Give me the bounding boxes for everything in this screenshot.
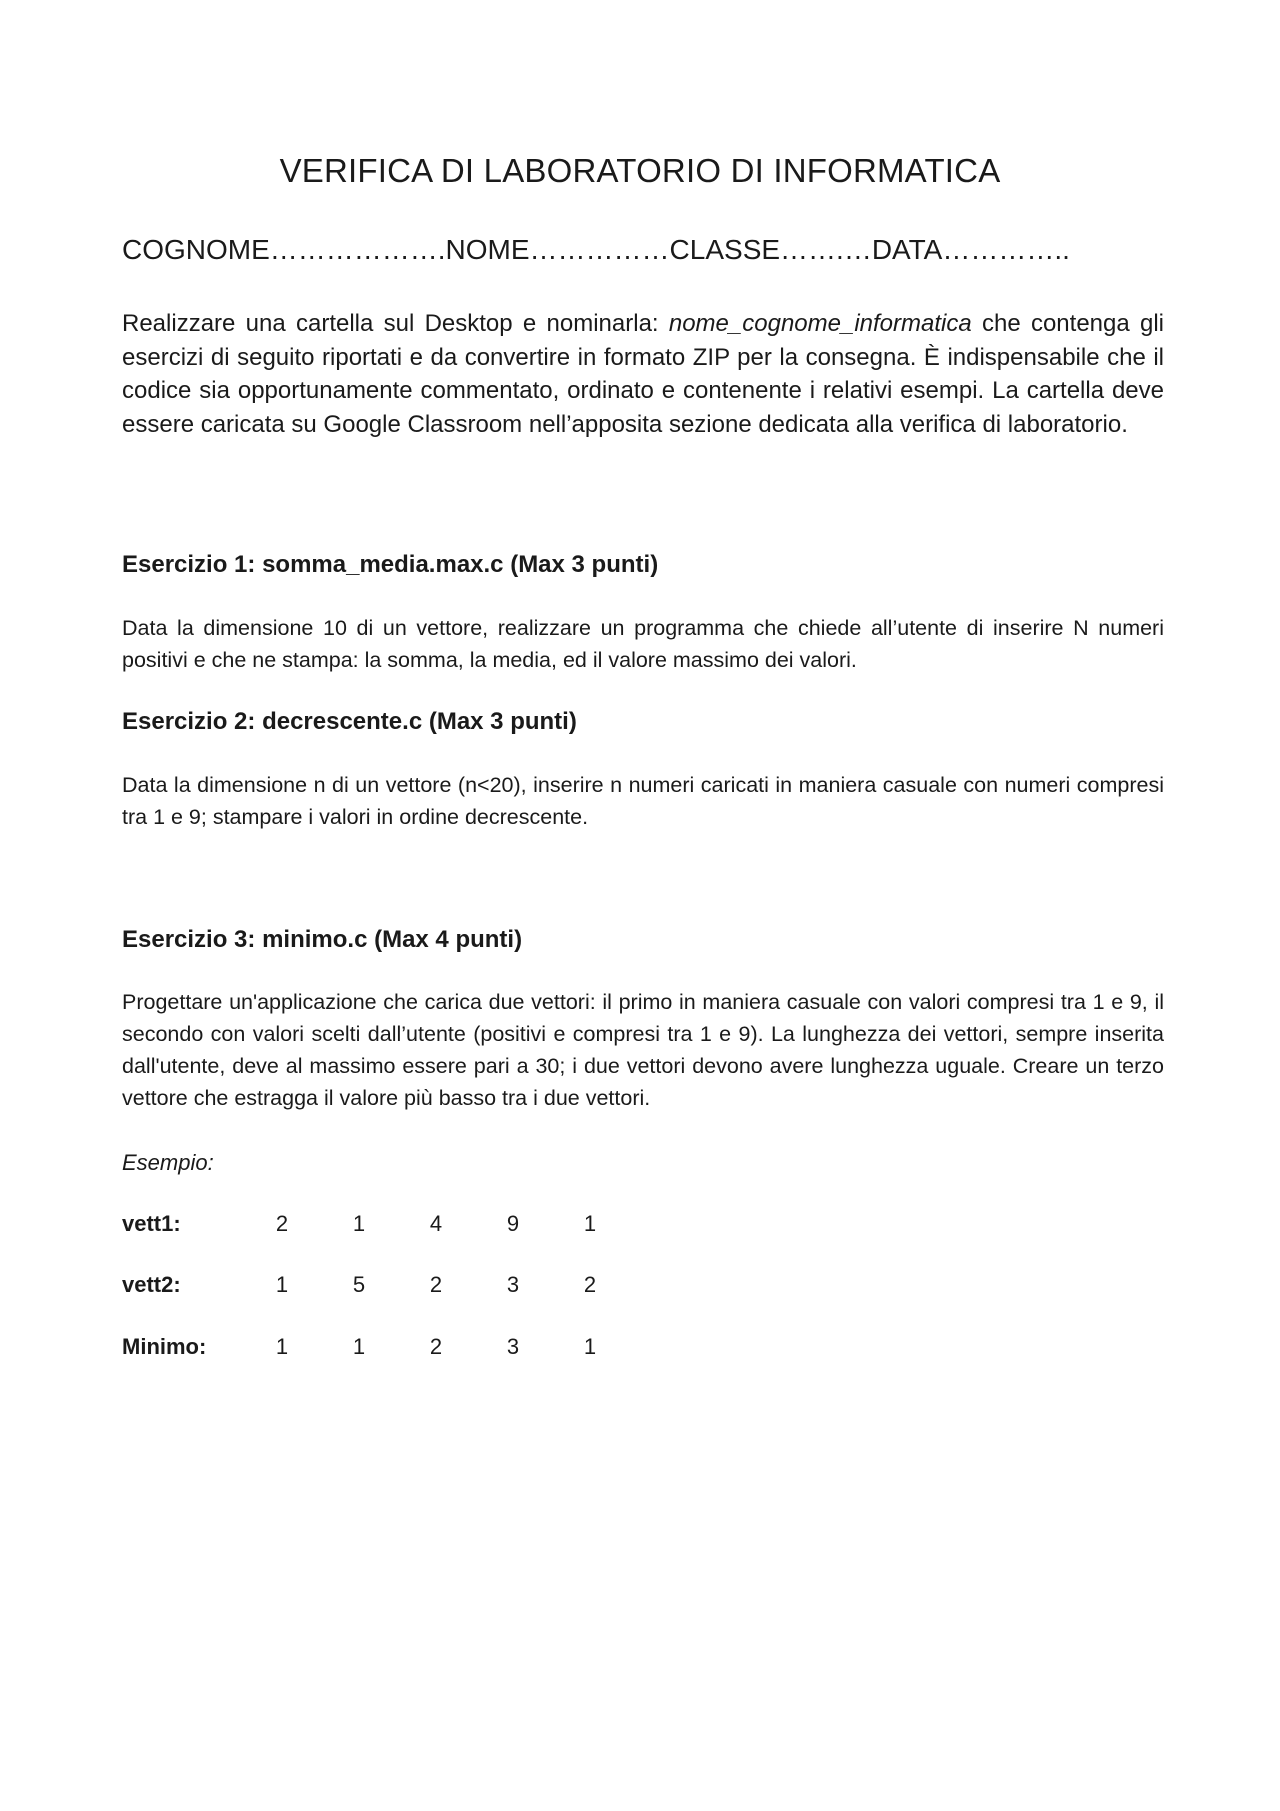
row-label: vett2:	[122, 1272, 181, 1297]
row-value: 1	[352, 1211, 366, 1236]
row-value: 2	[583, 1272, 597, 1297]
example-row-vett1	[122, 1211, 682, 1243]
folder-name: nome_cognome_informatica	[668, 310, 972, 337]
exercise-1-heading: Esercizio 1: somma_media.max.c (Max 3 punti)	[122, 551, 659, 578]
row-value: 1	[275, 1272, 289, 1297]
row-value: 3	[506, 1334, 520, 1359]
intro-paragraph	[122, 307, 1164, 441]
row-value: 4	[429, 1211, 443, 1236]
row-value: 9	[506, 1211, 520, 1236]
row-value: 1	[352, 1334, 366, 1359]
student-info-line: COGNOME……………….NOME……………CLASSE…….…DATA…………..	[122, 234, 1070, 265]
exercise-3-text: Progettare un'applicazione che carica due vettori: il primo in maniera casuale con valori compresi tra 1 e 9, il secondo con valori scelti dall’utente (positivi e compresi tra 1 e 9). La lunghezza dei vettori, sempre inserita dall'utente, deve al massimo essere pari a 30; i due vettori devono avere lunghezza uguale. Creare un terzo vettore che estragga il valore più basso tra i due vettori.	[122, 990, 1164, 1110]
row-value: 2	[275, 1211, 289, 1236]
exercise-3-heading: Esercizio 3: minimo.c (Max 4 punti)	[122, 926, 523, 953]
row-value: 2	[429, 1334, 443, 1359]
row-label: Minimo:	[122, 1334, 207, 1359]
example-row-vett2	[122, 1272, 682, 1304]
row-value: 1	[275, 1334, 289, 1359]
example-label: Esempio:	[122, 1150, 214, 1175]
row-value: 1	[583, 1211, 597, 1236]
exercise-2-heading: Esercizio 2: decrescente.c (Max 3 punti)	[122, 708, 577, 735]
row-value: 3	[506, 1272, 520, 1297]
document-title: VERIFICA DI LABORATORIO DI INFORMATICA	[279, 152, 1001, 189]
intro-text-before: Realizzare una cartella sul Desktop e nominarla:	[122, 310, 669, 337]
intro-text-after: che contenga gli esercizi di seguito riportati e da convertire in formato ZIP per la consegna. È indispensabile che il codice sia opportunamente commentato, ordinato e contenente i relativi esempi. La cartella deve essere caricata su Google Classroom nell’apposita sezione dedicata alla verifica di laboratorio.	[122, 310, 1164, 438]
row-value: 1	[583, 1334, 597, 1359]
row-value: 5	[352, 1272, 366, 1297]
row-label: vett1:	[122, 1211, 181, 1236]
exercise-1-text: Data la dimensione 10 di un vettore, realizzare un programma che chiede all’utente di inserire N numeri positivi e che ne stampa: la somma, la media, ed il valore massimo dei valori.	[122, 616, 1164, 672]
row-value: 2	[429, 1272, 443, 1297]
exercise-2-text: Data la dimensione n di un vettore (n<20), inserire n numeri caricati in maniera casuale con numeri compresi tra 1 e 9; stampare i valori in ordine decrescente.	[122, 773, 1164, 829]
example-row-minimo	[122, 1334, 682, 1366]
